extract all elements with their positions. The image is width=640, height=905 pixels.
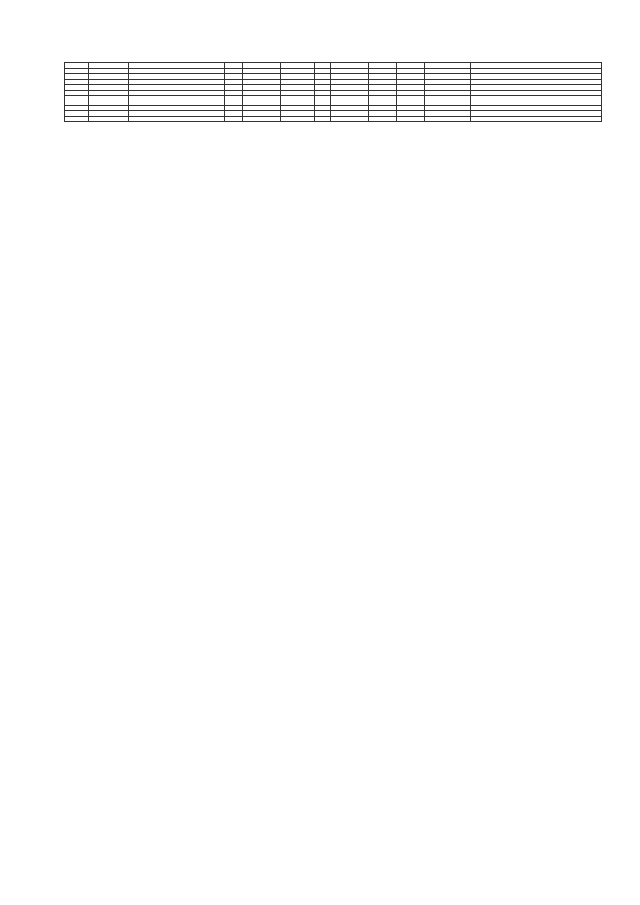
cell-year-built bbox=[225, 95, 243, 105]
cell-residents bbox=[315, 95, 331, 105]
cell-row-number bbox=[65, 116, 89, 121]
cell-residents bbox=[315, 116, 331, 121]
cell-cadastral-number bbox=[425, 95, 471, 105]
cell-record-date bbox=[243, 95, 281, 105]
cell-land-area bbox=[369, 116, 397, 121]
cell-address bbox=[129, 116, 225, 121]
cell-ownership-status bbox=[471, 116, 602, 121]
cell-cost bbox=[397, 95, 425, 105]
cell-ownership-status bbox=[471, 95, 602, 105]
housing-register-table-wrap bbox=[64, 62, 601, 122]
cell-address bbox=[129, 95, 225, 105]
cell-area bbox=[281, 116, 315, 121]
cell-cost bbox=[397, 116, 425, 121]
housing-register-table bbox=[64, 62, 602, 122]
cell-cadastral-number bbox=[425, 116, 471, 121]
cell-deadline bbox=[331, 95, 369, 105]
cell-land-area bbox=[369, 95, 397, 105]
cell-area bbox=[281, 95, 315, 105]
cell-year-built bbox=[225, 116, 243, 121]
table-row bbox=[65, 116, 602, 121]
cell-deadline bbox=[331, 116, 369, 121]
cell-settlement bbox=[89, 116, 129, 121]
cell-settlement bbox=[89, 95, 129, 105]
cell-record-date bbox=[243, 116, 281, 121]
cell-row-number bbox=[65, 95, 89, 105]
table-row bbox=[65, 95, 602, 105]
table-body bbox=[65, 69, 602, 122]
